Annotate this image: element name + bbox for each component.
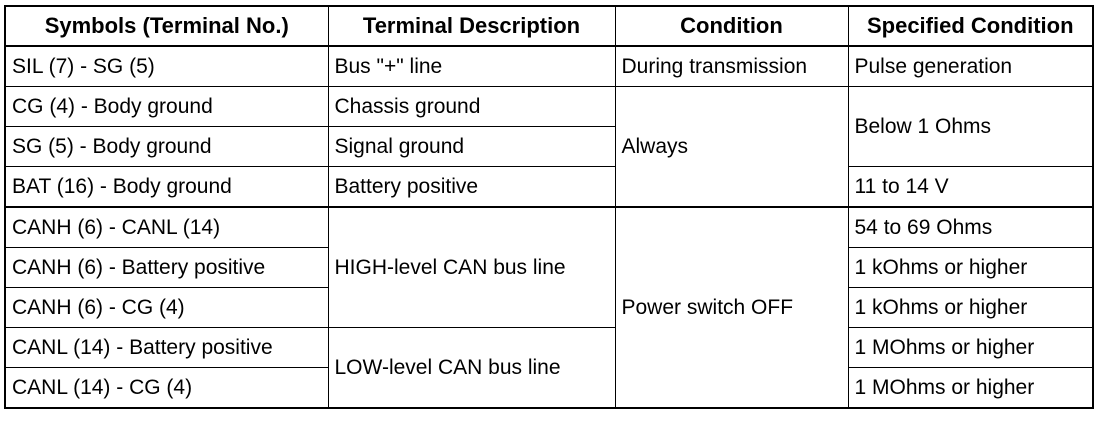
- cell-specified: 1 MOhms or higher: [848, 328, 1093, 368]
- cell-specified: 54 to 69 Ohms: [848, 207, 1093, 248]
- cell-description: Signal ground: [328, 127, 615, 167]
- cell-condition: During transmission: [615, 46, 848, 87]
- header-condition: Condition: [615, 6, 848, 46]
- header-terminal-description: Terminal Description: [328, 6, 615, 46]
- cell-symbols: CANH (6) - CG (4): [5, 288, 328, 328]
- cell-specified: 11 to 14 V: [848, 167, 1093, 208]
- cell-specified: Pulse generation: [848, 46, 1093, 87]
- cell-symbols: CG (4) - Body ground: [5, 87, 328, 127]
- cell-symbols: CANH (6) - Battery positive: [5, 248, 328, 288]
- table-row: [5, 46, 1093, 87]
- cell-symbols: BAT (16) - Body ground: [5, 167, 328, 208]
- cell-specified: Below 1 Ohms: [848, 87, 1093, 167]
- cell-condition: Always: [615, 87, 848, 208]
- table-row: [5, 167, 1093, 208]
- cell-description: Bus "+" line: [328, 46, 615, 87]
- cell-description: LOW-level CAN bus line: [328, 328, 615, 409]
- cell-description: Chassis ground: [328, 87, 615, 127]
- cell-specified: 1 MOhms or higher: [848, 368, 1093, 409]
- cell-symbols: CANH (6) - CANL (14): [5, 207, 328, 248]
- header-symbols: Symbols (Terminal No.): [5, 6, 328, 46]
- header-specified-condition: Specified Condition: [848, 6, 1093, 46]
- cell-symbols: CANL (14) - CG (4): [5, 368, 328, 409]
- table-row: [5, 328, 1093, 368]
- table-row: [5, 207, 1093, 248]
- cell-symbols: CANL (14) - Battery positive: [5, 328, 328, 368]
- terminal-inspection-table: [4, 5, 1094, 409]
- cell-condition: Power switch OFF: [615, 207, 848, 408]
- cell-description: HIGH-level CAN bus line: [328, 207, 615, 328]
- table-row: [5, 87, 1093, 127]
- cell-description: Battery positive: [328, 167, 615, 208]
- cell-symbols: SIL (7) - SG (5): [5, 46, 328, 87]
- cell-specified: 1 kOhms or higher: [848, 248, 1093, 288]
- table-header-row: [5, 6, 1093, 46]
- cell-specified: 1 kOhms or higher: [848, 288, 1093, 328]
- cell-symbols: SG (5) - Body ground: [5, 127, 328, 167]
